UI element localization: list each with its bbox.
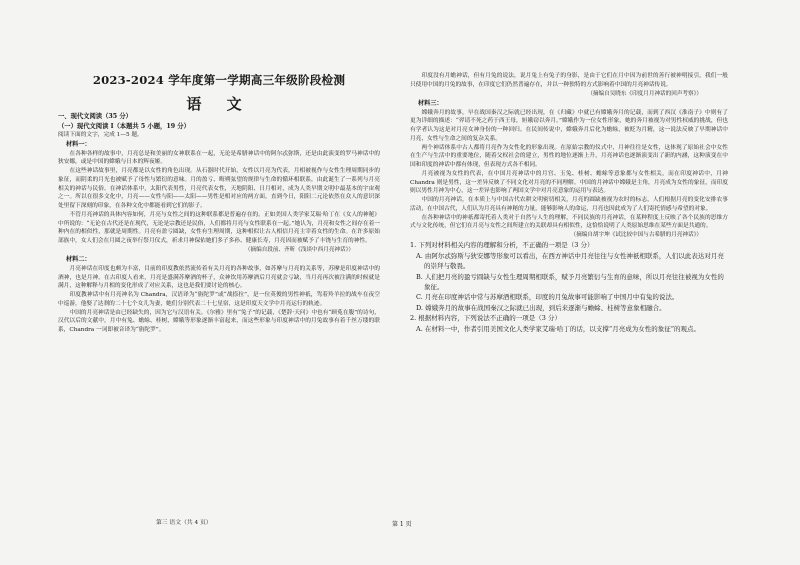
exam-title: 2023-2024 学年度第一学期高三年级阶段检测 xyxy=(92,73,346,87)
material-2-paragraph: 印度教神话中有月亮神名为 Chandra，汉语译为“旃陀罗”或“战捺拉”，是一位英俊的男性神祇，驾着羚羊拉的战车在夜空中巡游，他娶了达刹的二十七个女儿为妻，她们分别代表二十七星宿，这是印度天文学中月亮运行的轨迹。 xyxy=(58,292,380,307)
material-1-source: （摘编自段前、齐昕《浅谈中西月亮神话》） xyxy=(244,246,354,253)
material-3-paragraph: 月亮被视为女性的代表，在中国月亮神话中的月宫、玉兔、桂树、蟾蜍等意象都与女性相关，而在印度神话中，月神 Chandra 则是男性，这一差异反映了不同文化对月亮的不同理解。中国的月神话中嫦娥是主角，月亮成为女性的象征，而印度则以男性月神为中心，这一差异也影响了两国文学中对月亮意象的运用与表达。 xyxy=(410,170,728,195)
question-1-option-c: C. 月亮在印度神话中常与苏摩酒相联系，印度的月兔故事可能影响了中国月中有兔的说法。 xyxy=(416,293,679,302)
material-3-source: （摘编自胡宇坤《试比较中国与古希腊的月亮神话》） xyxy=(570,232,702,238)
question-1-option-d: D. 嫦娥奔月的故事在战国秦汉之际就已出现，到后来逐渐与蟾蜍、桂树等意象相融合。 xyxy=(416,303,666,312)
material-1-paragraph: 在各种各样的故事中，月亮总是和美丽的女神联系在一起，无论是希腊神话中的阿尔忒弥斯，还是由此演变的罗马神话中的狄安娜，或是中国的嫦娥与日本的辉夜姬。 xyxy=(58,150,380,166)
material-1-heading: 材料一： xyxy=(66,140,91,148)
material-1-paragraph: 在这些神话故事里，月亮都是以女性的角色出现。从石器时代开始，女性以月亮为代表，月相被视作与女性生理周期同步的象征，而阴柔的月光也被赋予了母性与繁衍的意味。月的盈亏、晦朔弦望的规律与生命的循环相联系，由此诞生了一系列与月亮相关的神话与民俗。在神话体系中，太阳代表男性，月亮代表女性，天地阴阳、日月相对，成为人类早期文明中最基本的宇宙观之一。所以在很多文化中，月亮——女性与阳——太阳——男性是相对应的两方面。直到今日，阳阳二元论依然在众人的意识深处里留下深刻的印象，在各种文化中都能看到它们的影子。 xyxy=(58,168,380,210)
right-column xyxy=(410,0,728,565)
page-number: 第 1 页 xyxy=(392,521,412,528)
question-1-option-a: A. 由阿尔忒弥斯与狄安娜等形象可以看出，在西方神话中月亮往往与女性神祇相联系，人们以此表达对月亮的崇拜与敬畏。 xyxy=(416,251,724,271)
material-3-paragraph: 嫦娥奔月的故事，早在战国秦汉之际就已经出现，在《归藏》中就已有嫦娥奔月的记载，而到了西汉《淮南子》中则有了更为详细的描述：“羿请不死之药于西王母，姮娥窃以奔月。”嫦娥作为一位女性形象，她的奔月被视为对男性权威的挑战，但也有学者认为这是对月亮女神身份的一种回归。在民间传说中，嫦娥奔月后化为蟾蜍，被贬为月精，这一说法反映了早期神话中月亮、女性与生命之间的复杂关系。 xyxy=(410,109,728,142)
left-column xyxy=(58,0,380,565)
material-2-source: （摘编自吴晓东《印度月月神话的回声考察》） xyxy=(587,90,702,97)
material-2-paragraph: 中国的月亮神话是由已经缺失的，因为它与汉语有关。《尔雅》里有“兔子”的记载，《楚辞·天问》中也有“顾菟在腹”的诗句，汉代以后的文献中，月中有兔、蟾蜍、桂树、嫦娥等形象逐渐丰富起来，而这些形象与印度神话中的月兔故事有着千丝万缕的联系，Chandra 一词即被音译为“旃陀罗”。 xyxy=(58,309,380,334)
material-1-paragraph: 不管月亮神话的具体内容如何，月亮与女性之间的这种联系都是普遍存在的。正如美国人类学家艾瑞·哈丁在《女人的神秘》中所说的：“无论在古代还是在现代，无论是宗教还是民俗，人们都将月亮与女性联系在一起。”她认为，月亮和女性之间存在着一种内在的相似性，那就是周期性。月亮有盈亏圆缺，女性有生理周期，这种相似让古人相信月亮主宰着女性的生命。在许多原始部族中，女人们会在月圆之夜举行祭月仪式，祈求月神保佑她们多子多孙、健康长寿，月亮因而被赋予了丰饶与生育的神性。 xyxy=(58,211,380,245)
right-body xyxy=(410,72,728,334)
left-body xyxy=(58,112,380,335)
material-2-paragraph: 月亮神话在印度也颇为丰富，目前的印度教依然流传着有关月亮的各种故事，如苏摩与月亮的关系等，苏摩是印度神话中的酒神，也是月神。在古印度人看来，月亮是盛满苏摩酒的杯子，众神饮用苏摩酒后月亮就会亏缺，当月亮再次被注满的时候就是满月，这种解释与月相的变化形成了对应关系，这也是我们要讨论的核心。 xyxy=(58,265,380,290)
instruction-text: 阅读下面的文字，完成 1—5 题。 xyxy=(58,132,143,139)
material-3-paragraph: 两个神话体系中古人都将月亮作为女性化的形象出现。在原始宗教的仪式中，月神往往是女性，这体现了原始社会中女性在生产与生活中的重要地位，随着父权社会的建立，男性的地位逐渐上升，月亮神话也逐渐演变出了新的内涵，这种演变在中国和印度的神话中都有体现，但表现方式各不相同。 xyxy=(410,144,728,168)
subsection-heading: （一）现代文阅读 I（本题共 5 小题，19 分） xyxy=(58,122,190,130)
page-footer: 第三 语文（共 4 页） xyxy=(156,520,212,526)
material-3-paragraph: 中国的月亮神话，在本质上与中国古代农耕文明密切相关，月亮的圆缺被视为农时的标志，人们根据月亮的变化安排农事活动，在中国古代，人们认为月亮具有神秘的力量，能够影响人的命运，月亮也因此成为了人们寄托情感与希望的对象。 xyxy=(410,197,728,212)
material-3-paragraph: 在各种神话中的神祇都寄托着人类对于自然与人生的理解，不同民族的月亮神话，在某种程度上反映了各个民族的思维方式与文化传统，但它们在月亮与女性之间所建立的关联却具有相似性，这恰恰说明了人类原始思维在某些方面是共通的。 xyxy=(410,214,728,230)
material-2-heading: 材料二： xyxy=(66,256,91,264)
question-2-option-a: A. 在材料一中，作者引用美国文化人类学家艾瑞·哈丁的话，以支撑“月亮成为女性的象征”的观点。 xyxy=(416,324,701,333)
question-1-stem: 1. 下列对材料相关内容的理解和分析，不正确的一项是（3 分） xyxy=(410,241,594,250)
question-1-option-b: B. 人们把月亮的盈亏圆缺与女性生理周期相联系，赋予月亮繁衍与生育的意味，所以月亮往往被视为女性的象征。 xyxy=(416,272,724,292)
exam-subject: 语 文 xyxy=(186,95,252,113)
question-2-stem: 2. 根据材料内容，下列说法不正确的一项是（3 分） xyxy=(410,314,561,323)
material-2-paragraph: 印度没有月蟾神话，但有月兔的说法，说月兔上有兔子的身影，是由于它们在月中因为前世的善行被神明接引，我们一般只使用中国的月兔的故事，在印度它们仍然普遍存在，并以一种独特的方式影响着中国的月亮神话传说。 xyxy=(410,73,728,88)
section-heading: 一、现代文阅读（35 分） xyxy=(58,113,132,120)
material-3-heading: 材料三： xyxy=(418,99,443,107)
